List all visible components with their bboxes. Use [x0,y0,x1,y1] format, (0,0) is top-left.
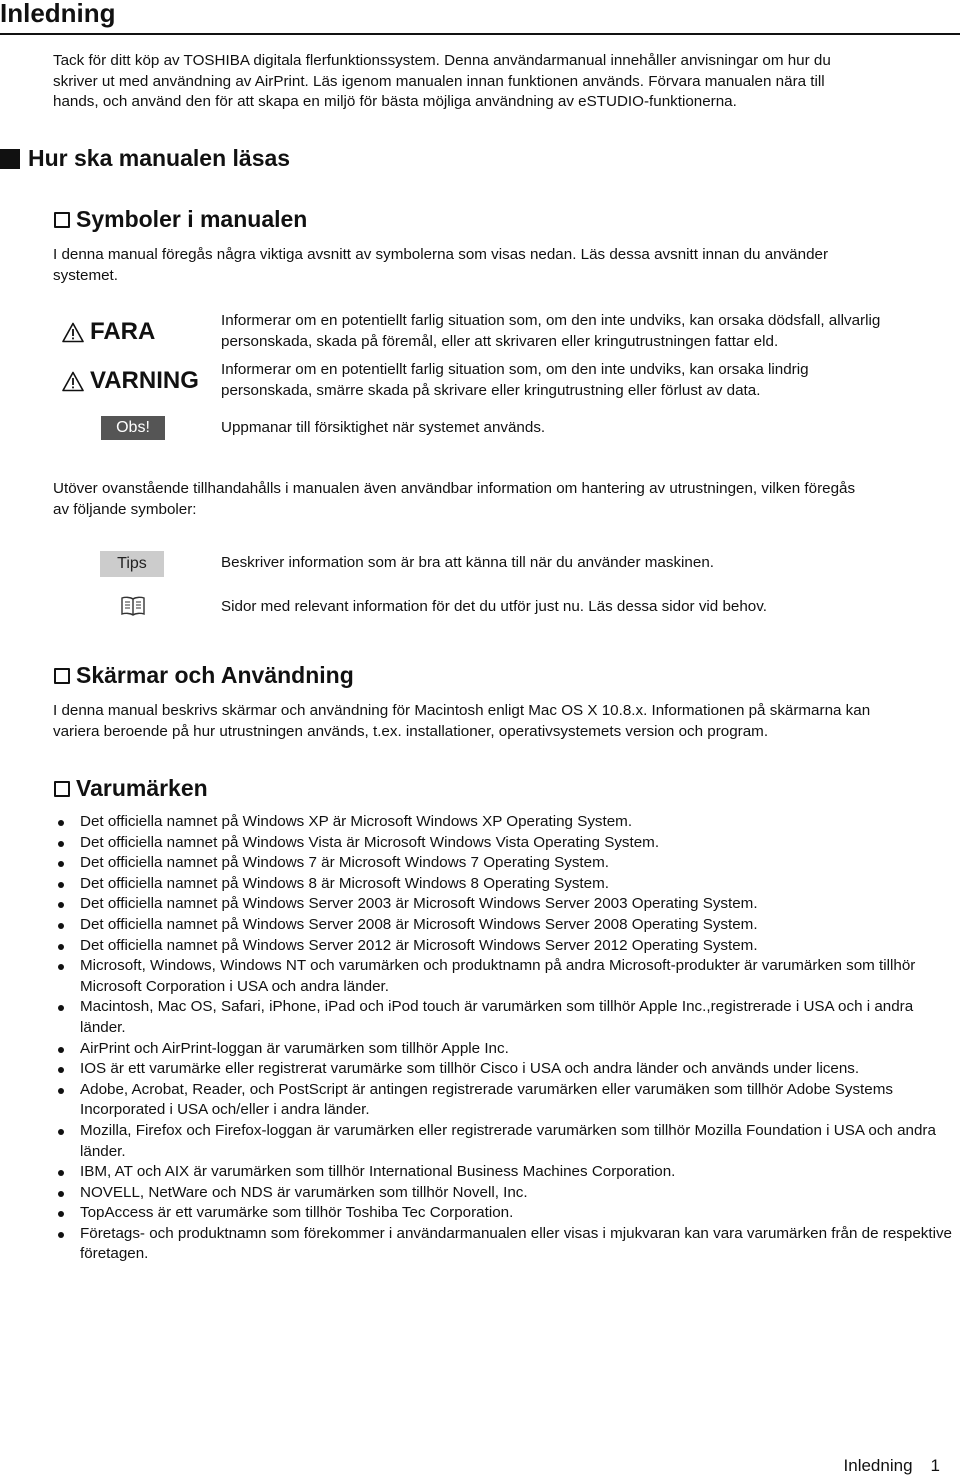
black-square-icon [0,149,20,169]
footer-page-number: 1 [930,1456,940,1475]
subheading-screens [54,662,354,689]
other-intro-line: Utöver ovanstående tillhandahålls i manualen även användbar information om hantering av utrustningen, vilken föregås [53,480,856,497]
subheading-text: Symboler i manualen [76,206,308,232]
list-item-text: Företags- och produktnamn som förekommer i användarmanualen eller visas i mjukvaran kan vara varumärken från de respektive företagen. [80,1224,952,1263]
list-item-text: Det officiella namnet på Windows XP är Microsoft Windows XP Operating System. [80,813,633,830]
screens-line: I denna manual beskrivs skärmar och användning för Macintosh enligt Mac OS X 10.8.x. Informationen på skärmarna kan [53,702,871,719]
list-item [58,853,958,874]
bullet-icon [58,841,64,847]
trademark-list [58,812,958,1265]
list-item [58,1080,958,1121]
varning-label [62,367,199,395]
section-heading-text: Hur ska manualen läsas [28,145,291,171]
bullet-icon [58,1191,64,1197]
bullet-icon [58,882,64,888]
list-item-text: Macintosh, Mac OS, Safari, iPhone, iPad och iPod touch är varumärken som tillhör Apple Inc.,registrerade i USA och i andra länder. [80,998,914,1036]
other-symbols-intro [53,479,855,520]
list-item-text: Adobe, Acrobat, Reader, och PostScript är antingen registrerade varumärken eller varumäken som tillhör Adobe Systems Incorporated i USA och/eller i andra länder. [80,1080,893,1119]
section-heading-how-to-read [0,145,290,172]
list-item-text: AirPrint och AirPrint-loggan är varumärken som tillhör Apple Inc. [80,1039,509,1057]
intro-line: Tack för ditt köp av TOSHIBA digitala flerfunktionssystem. Denna användarmanual innehåller anvisningar om hur du [53,52,831,69]
bullet-icon [58,923,64,929]
tips-badge: Tips [100,551,164,577]
checkbox-square-icon [54,668,70,684]
page-footer [826,1456,940,1476]
list-item [58,1203,958,1224]
bullet-icon [58,1129,64,1135]
obs-badge: Obs! [101,416,165,440]
reference-description: Sidor med relevant information för det du utför just nu. Läs dessa sidor vid behov. [221,598,767,615]
list-item [58,1059,958,1080]
list-item-text: Det officiella namnet på Windows Server 2003 är Microsoft Windows Server 2003 Operating System. [80,895,758,913]
screens-paragraph [53,701,870,742]
bullet-icon [58,1232,64,1238]
checkbox-square-icon [54,212,70,228]
list-item [58,1183,958,1204]
screens-line: variera beroende på hur utrustningen används, t.ex. installationer, operativsystemets version och program. [53,722,769,740]
page-title: Inledning [0,0,116,28]
list-item [58,936,958,957]
list-item [58,812,958,833]
fara-desc-line: Informerar om en potentiellt farlig situation som, om den inte undviks, kan orsaka dödsfall, allvarlig [221,312,881,329]
tips-description: Beskriver information som är bra att känna till när du använder maskinen. [221,554,714,571]
bullet-icon [58,902,64,908]
other-intro-line: av följande symboler: [53,500,197,518]
list-item-text: Det officiella namnet på Windows 7 är Microsoft Windows 7 Operating System. [80,854,609,872]
list-item [58,894,958,915]
intro-line: skriver ut med användning av AirPrint. Läs igenom manualen innan funktionen används. Förvara manualen nära till [53,72,825,90]
list-item-text: Det officiella namnet på Windows Vista är Microsoft Windows Vista Operating System. [80,833,660,851]
fara-desc-line: personskada, skada på föremål, eller att skrivaren eller kringutrustningen fattar eld. [221,332,779,350]
bullet-icon [58,1005,64,1011]
bullet-icon [58,1088,64,1094]
warning-triangle-icon [62,322,84,343]
open-book-icon [120,595,146,617]
list-item [58,1224,958,1265]
list-item-text: Det officiella namnet på Windows 8 är Microsoft Windows 8 Operating System. [80,874,609,892]
obs-description: Uppmanar till försiktighet när systemet används. [221,419,546,436]
bullet-icon [58,1170,64,1176]
list-item-text: TopAccess är ett varumärke som tillhör Toshiba Tec Corporation. [80,1204,514,1222]
varning-description [221,360,951,401]
list-item-text: IBM, AT och AIX är varumärken som tillhör International Business Machines Corporation. [80,1163,676,1181]
list-item-text: Mozilla, Firefox och Firefox-loggan är varumärken eller registrerade varumärken som tillhör Mozilla Foundation i USA och andra länder. [80,1121,936,1160]
list-item-text: IOS är ett varumärke eller registrerat varumärke som tillhör Cisco i USA och andra länder och används under licens. [80,1060,860,1078]
checkbox-square-icon [54,781,70,797]
symbols-intro-line: I denna manual föregås några viktiga avsnitt av symbolerna som visas nedan. Läs dessa avsnitt innan du använder [53,246,829,263]
list-item [58,874,958,895]
varning-desc-line: personskada, smärre skada på skrivare eller kringutrustning eller förlust av data. [221,381,761,399]
list-item [58,956,958,997]
list-item [58,1121,958,1162]
bullet-icon [58,861,64,867]
bullet-icon [58,1067,64,1073]
list-item [58,997,958,1038]
subheading-text: Skärmar och Användning [76,662,354,688]
varning-desc-line: Informerar om en potentiellt farlig situation som, om den inte undviks, kan orsaka lindrig [221,361,809,378]
intro-paragraph [53,51,831,113]
list-item [58,1039,958,1060]
varning-label-text: VARNING [90,367,199,394]
bullet-icon [58,1047,64,1053]
list-item-text: Microsoft, Windows, Windows NT och varumärken och produktnamn på andra Microsoft-produkter är varumärken som tillhör Microsoft Corporation i USA och andra länder. [80,957,916,995]
fara-label-text: FARA [90,318,156,345]
list-item-text: Det officiella namnet på Windows Server 2008 är Microsoft Windows Server 2008 Operating System. [80,915,758,933]
fara-description [221,311,951,352]
bullet-icon [58,944,64,950]
subheading-symbols [54,206,307,233]
subheading-text: Varumärken [76,775,208,801]
symbols-intro [53,245,828,286]
bullet-icon [58,1211,64,1217]
fara-label [62,318,155,346]
intro-line: hands, och använd den för att skapa en miljö för bästa möjliga användning av eSTUDIO-funktionerna. [53,93,737,110]
footer-section: Inledning [843,1456,913,1475]
list-item [58,1162,958,1183]
symbols-intro-line: systemet. [53,266,118,284]
bullet-icon [58,964,64,970]
list-item-text: NOVELL, NetWare och NDS är varumärken som tillhör Novell, Inc. [80,1183,528,1201]
warning-triangle-icon [62,371,84,392]
bullet-icon [58,820,64,826]
list-item [58,833,958,854]
subheading-trademarks [54,775,208,802]
title-rule [0,33,960,35]
list-item-text: Det officiella namnet på Windows Server 2012 är Microsoft Windows Server 2012 Operating System. [80,936,758,954]
list-item [58,915,958,936]
